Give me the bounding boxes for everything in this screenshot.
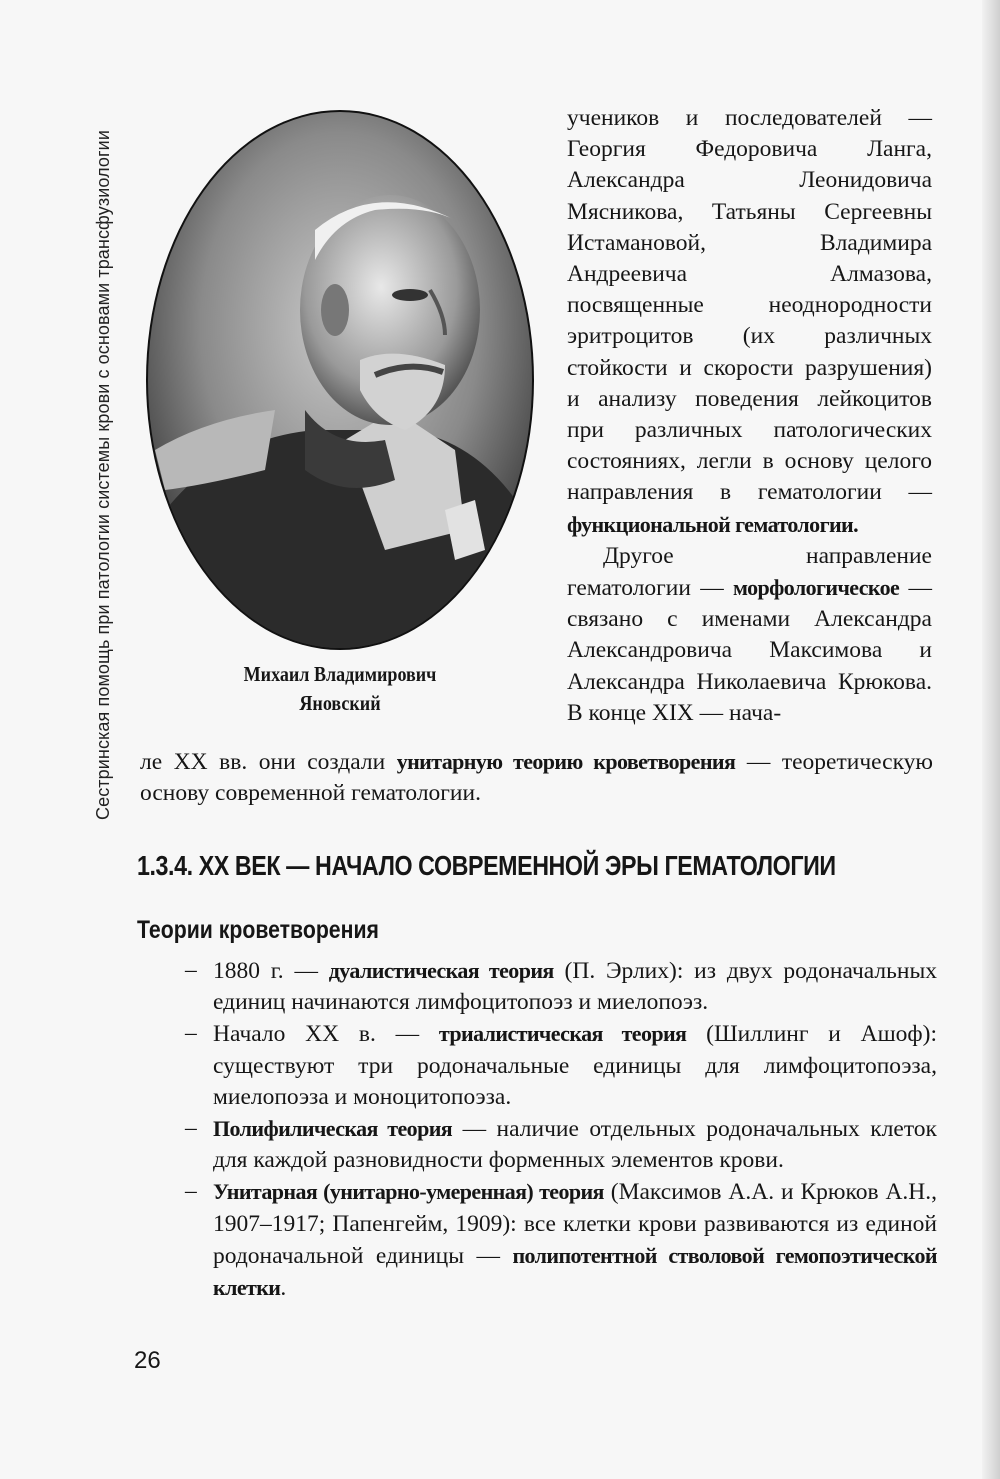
column-text [567,103,932,729]
running-head: Сестринская помощь при патологии системы крови с основами трансфузиологии [93,130,113,820]
list-item: – Начало XX в. — триалистическая теория (Шиллинг и Ашоф): существуют три родоначальные единицы для лимфоцитопоэза, миелопоэза и моноцитопоэза. [185,1020,938,1110]
portrait-caption: Михаил Владимирович Яновский [243,662,437,715]
page-number: 26 [134,1347,161,1374]
paragraph: учеников и последователей — Георгия Федоровича Ланга, Александра Леонидовича Мясникова, Татьяны Сергеевны Истамановой, Владимира Андреевича Алмазова, посвященные неоднородности эритроцитов (их различных стойкости и скорости разрушения) и анализу поведения лейкоцитов при различных патологических состояниях, легли в основу целого направления в гематологии — функциональной гематологии. [567,105,932,537]
theories-list [185,955,937,1304]
portrait-photo [145,110,535,650]
section-heading: 1.3.4. XX ВЕК — НАЧАЛО СОВРЕМЕННОЙ ЭРЫ ГЕМАТОЛОГИИ [137,850,836,881]
list-item: – 1880 г. — дуалистическая теория (П. Эрлих): из двух родоначальных единиц начинаются лимфоцитопоэз и миелопоэз. [185,957,937,1016]
page-edge-shadow [982,0,1000,1479]
subheading: Теории кроветворения [137,916,379,944]
paragraph: Другое направление гематологии — морфологическое — связано с именами Александра Александровича Максимова и Александра Николаевича Крюкова. В конце XIX — нача- [567,542,932,726]
paragraph-continuation: ле XX вв. они создали унитарную теорию кроветворения — теоретическую основу современной гематологии. [140,749,933,807]
list-item: – Унитарная (унитарно-умеренная) теория (Максимов А.А. и Крюков А.Н., 1907–1917; Папенгейм, 1909): все клетки крови развиваются из единой родоначальной единицы — полипотентной стволовой гемопоэтической клетки. [185,1178,938,1302]
list-item: – Полифилическая теория — наличие отдельных родоначальных клеток для каждой разновидности форменных элементов крови. [185,1115,937,1174]
